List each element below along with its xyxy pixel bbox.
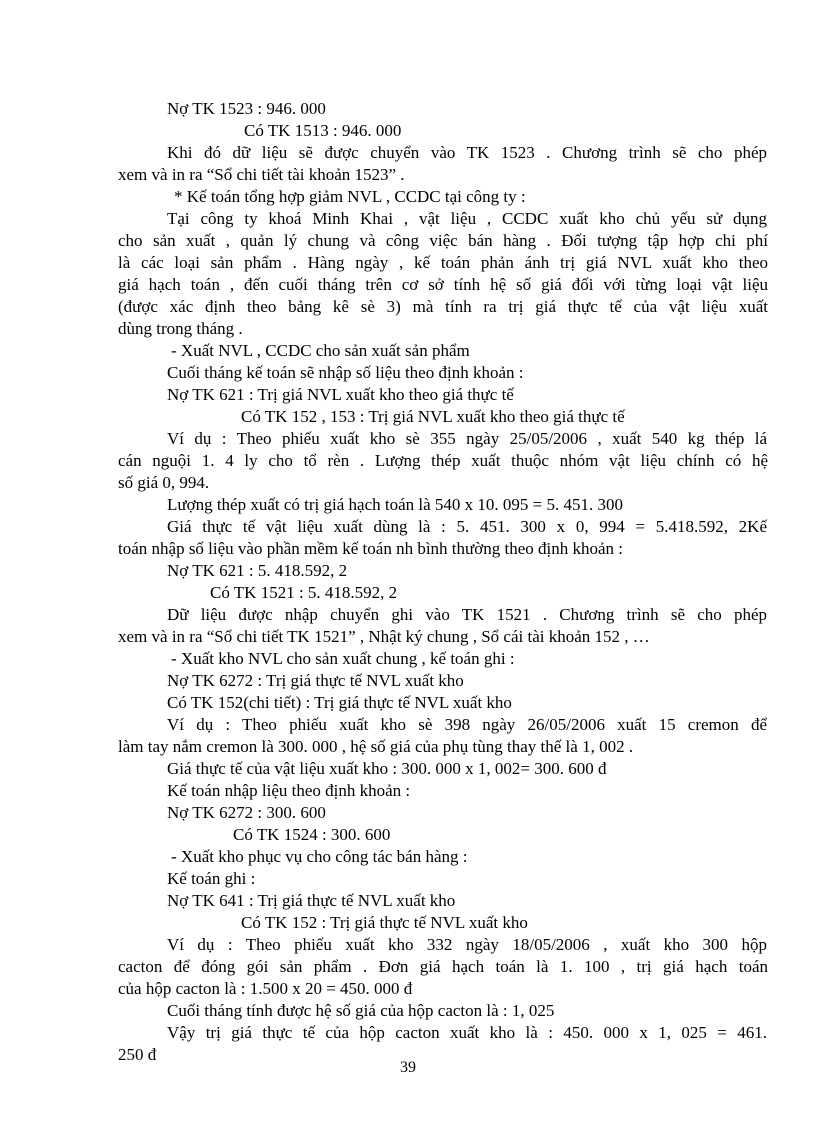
text-line: xem và in ra “Sổ chi tiết tài khoản 1523” . bbox=[118, 165, 405, 184]
text-line: Lượng thép xuất có trị giá hạch toán là 540 x 10. 095 = 5. 451. 300 bbox=[167, 495, 624, 514]
text-line: Có TK 152(chi tiết) : Trị giá thực tế NVL xuất kho bbox=[167, 693, 512, 712]
text-line: Vậy trị giá thực tế của hộp cacton xuất kho là : 450. 000 x 1, 025 = 461. bbox=[167, 1023, 767, 1042]
text-line: số giá 0, 994. bbox=[118, 473, 210, 492]
text-line: dùng trong tháng . bbox=[118, 319, 243, 338]
text-line: - Xuất NVL , CCDC cho sản xuất sản phẩm bbox=[171, 341, 470, 360]
text-line: Giá thực tế của vật liệu xuất kho : 300. 000 x 1, 002= 300. 600 đ bbox=[167, 759, 607, 778]
text-line: giá hạch toán , đến cuối tháng trên cơ sở tính hệ số giá đối với từng loại vật liệu bbox=[118, 275, 768, 294]
text-line: Nợ TK 621 : Trị giá NVL xuất kho theo giá thực tế bbox=[167, 385, 514, 404]
text-line: Khi đó dữ liệu sẽ được chuyển vào TK 1523 . Chương trình sẽ cho phép bbox=[167, 143, 767, 162]
page-number: 39 bbox=[400, 1059, 416, 1076]
text-line: cacton để đóng gói sản phẩm . Đơn giá hạch toán là 1. 100 , trị giá hạch toán bbox=[118, 957, 768, 976]
text-line: (được xác định theo bảng kê sè 3) mà tính ra trị giá thực tế của vật liệu xuất bbox=[118, 297, 768, 316]
text-line: Kế toán nhập liệu theo định khoản : bbox=[167, 781, 411, 800]
text-line: Có TK 152 : Trị giá thực tế NVL xuất kho bbox=[241, 913, 528, 932]
text-line: Nợ TK 621 : 5. 418.592, 2 bbox=[167, 561, 348, 580]
text-line: Giá thực tế vật liệu xuất dùng là : 5. 451. 300 x 0, 994 = 5.418.592, 2Kế bbox=[167, 517, 767, 536]
text-line: Tại công ty khoá Minh Khai , vật liệu , CCDC xuất kho chủ yếu sử dụng bbox=[167, 209, 767, 228]
section-heading: * Kế toán tổng hợp giảm NVL , CCDC tại công ty : bbox=[174, 187, 526, 206]
text-line: Nợ TK 6272 : 300. 600 bbox=[167, 803, 326, 822]
text-line: làm tay nắm cremon là 300. 000 , hệ số giá của phụ tùng thay thế là 1, 002 . bbox=[118, 737, 634, 756]
text-line: cho sản xuất , quản lý chung và công việc bán hàng . Đối tượng tập hợp chi phí bbox=[118, 231, 768, 250]
text-line: Ví dụ : Theo phiếu xuất kho 332 ngày 18/05/2006 , xuất kho 300 hộp bbox=[167, 935, 767, 954]
text-line: là các loại sản phẩm . Hàng ngày , kế toán phản ánh trị giá NVL xuất kho theo bbox=[118, 253, 768, 272]
text-line: xem và in ra “Sổ chi tiết TK 1521” , Nhật ký chung , Sổ cái tài khoản 152 , … bbox=[118, 627, 650, 646]
text-line: Nợ TK 1523 : 946. 000 bbox=[167, 99, 326, 118]
text-line: toán nhập số liệu vào phần mềm kế toán nh bình thường theo định khoản : bbox=[118, 539, 623, 558]
text-line: - Xuất kho phục vụ cho công tác bán hàng : bbox=[171, 847, 468, 866]
text-line: Cuối tháng kế toán sẽ nhập số liệu theo định khoản : bbox=[167, 363, 524, 382]
text-line: Ví dụ : Theo phiếu xuất kho sè 355 ngày 25/05/2006 , xuất 540 kg thép lá bbox=[167, 429, 767, 448]
text-line: - Xuất kho NVL cho sản xuất chung , kế toán ghi : bbox=[171, 649, 515, 668]
text-line: Nợ TK 641 : Trị giá thực tế NVL xuất kho bbox=[167, 891, 456, 910]
text-line: Có TK 1513 : 946. 000 bbox=[244, 121, 402, 140]
text-line: Có TK 152 , 153 : Trị giá NVL xuất kho theo giá thực tế bbox=[241, 407, 625, 426]
text-line: của hộp cacton là : 1.500 x 20 = 450. 000 đ bbox=[118, 979, 413, 998]
text-line: Ví dụ : Theo phiếu xuất kho sè 398 ngày 26/05/2006 xuất 15 cremon để bbox=[167, 715, 767, 734]
text-line: Kế toán ghi : bbox=[167, 869, 256, 888]
text-line: 250 đ bbox=[118, 1045, 157, 1064]
text-line: Có TK 1524 : 300. 600 bbox=[233, 825, 391, 844]
text-line: Cuối tháng tính được hệ số giá của hộp cacton là : 1, 025 bbox=[167, 1001, 555, 1020]
text-line: Có TK 1521 : 5. 418.592, 2 bbox=[210, 583, 398, 602]
text-line: cán nguội 1. 4 ly cho tổ rèn . Lượng thép xuất thuộc nhóm vật liệu chính có hệ bbox=[118, 451, 768, 470]
text-line: Nợ TK 6272 : Trị giá thực tế NVL xuất kho bbox=[167, 671, 464, 690]
text-line: Dữ liệu được nhập chuyển ghi vào TK 1521 . Chương trình sẽ cho phép bbox=[167, 605, 767, 624]
